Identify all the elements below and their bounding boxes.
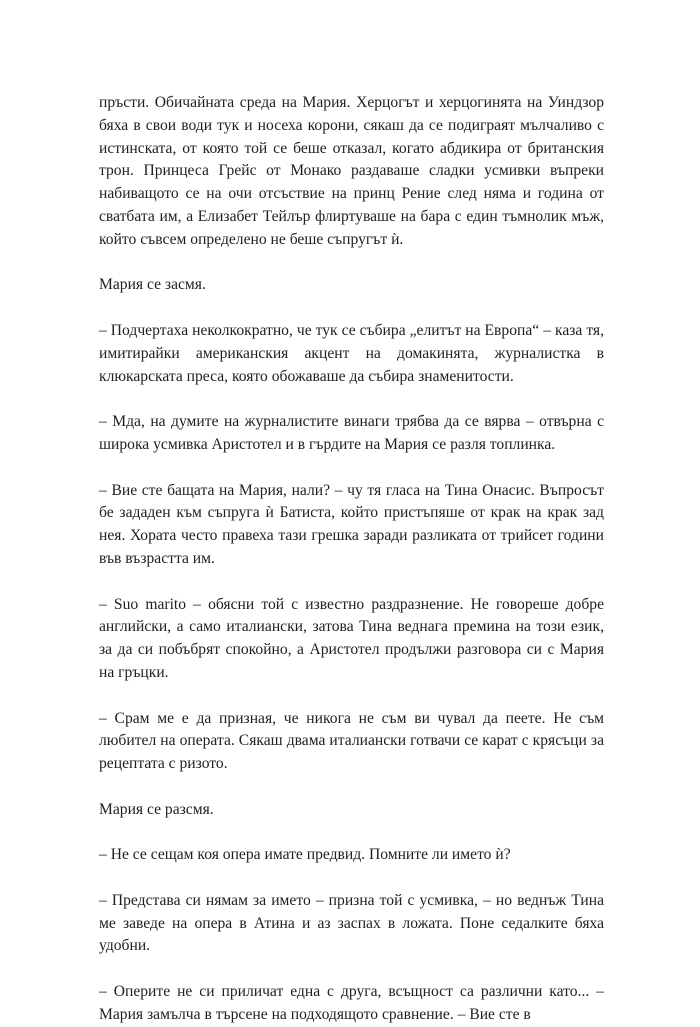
paragraph-10: – Представа си нямам за името – призна той с усмивка, – но веднъж Тина ме заведе на опера в Атина и аз заспах в ложата. Поне седалките бяха удобни. — [99, 891, 604, 955]
paragraph-5: – Вие сте бащата на Мария, нали? – чу тя гласа на Тина Онасис. Въпросът бе зададен към съпруга ѝ Батиста, който пристъпяше от крак на крак зад нея. Хората често правеха тази грешка заради разликата от трийсет години във възрастта им. — [99, 481, 604, 567]
paragraph-7: – Срам ме е да призная, че никога не съм ви чувал да пеете. Не съм любител на операта. Сякаш двама италиански готвачи се карат с крясъци за рецептата с ризото. — [99, 709, 604, 773]
body-text — [99, 92, 604, 1027]
paragraph-11: – Оперите не си приличат една с друга, всъщност са различни като... – Мария замълча в търсене на подходящото сравнение. – Вие сте в — [99, 983, 604, 1023]
paragraph-2: Мария се засмя. — [99, 276, 206, 294]
paragraph-9: – Не се сещам коя опера имате предвид. Помните ли името ѝ? — [99, 846, 511, 864]
paragraph-6: – Suo marito – обясни той с известно раздразнение. Не говореше добре английски, а само италиански, затова Тина веднага премина на този език, за да си побъбрят спокойно, а Аристотел продължи разговора си с Мария на гръцки. — [99, 595, 604, 681]
paragraph-3: – Подчертаха неколкократно, че тук се събира „елитът на Европа“ – каза тя, имитирайки американския акцент на домакинята, журналистка в клюкарската преса, която обожаваше да събира знаменитости. — [99, 321, 604, 385]
paragraph-4: – Мда, на думите на журналистите винаги трябва да се вярва – отвърна с широка усмивка Аристотел и в гърдите на Мария се разля топлинка. — [99, 413, 604, 453]
paragraph-8: Мария се разсмя. — [99, 800, 214, 818]
paragraph-1: пръсти. Обичайната среда на Мария. Херцогът и херцогинята на Уиндзор бяха в свои води тук и носеха корони, сякаш да се подиграят мълчаливо с истинската, от която той се беше отказал, когато абдикира от британския трон. Принцеса Грейс от Монако раздаваше сладки усмивки въпреки набиващото се на очи отсъствие на принц Рение след няма и година от сватбата им, а Елизабет Тейлър флиртуваше на бара с един тъмнолик мъж, който съвсем определено не беше съпругът ѝ. — [99, 94, 604, 248]
